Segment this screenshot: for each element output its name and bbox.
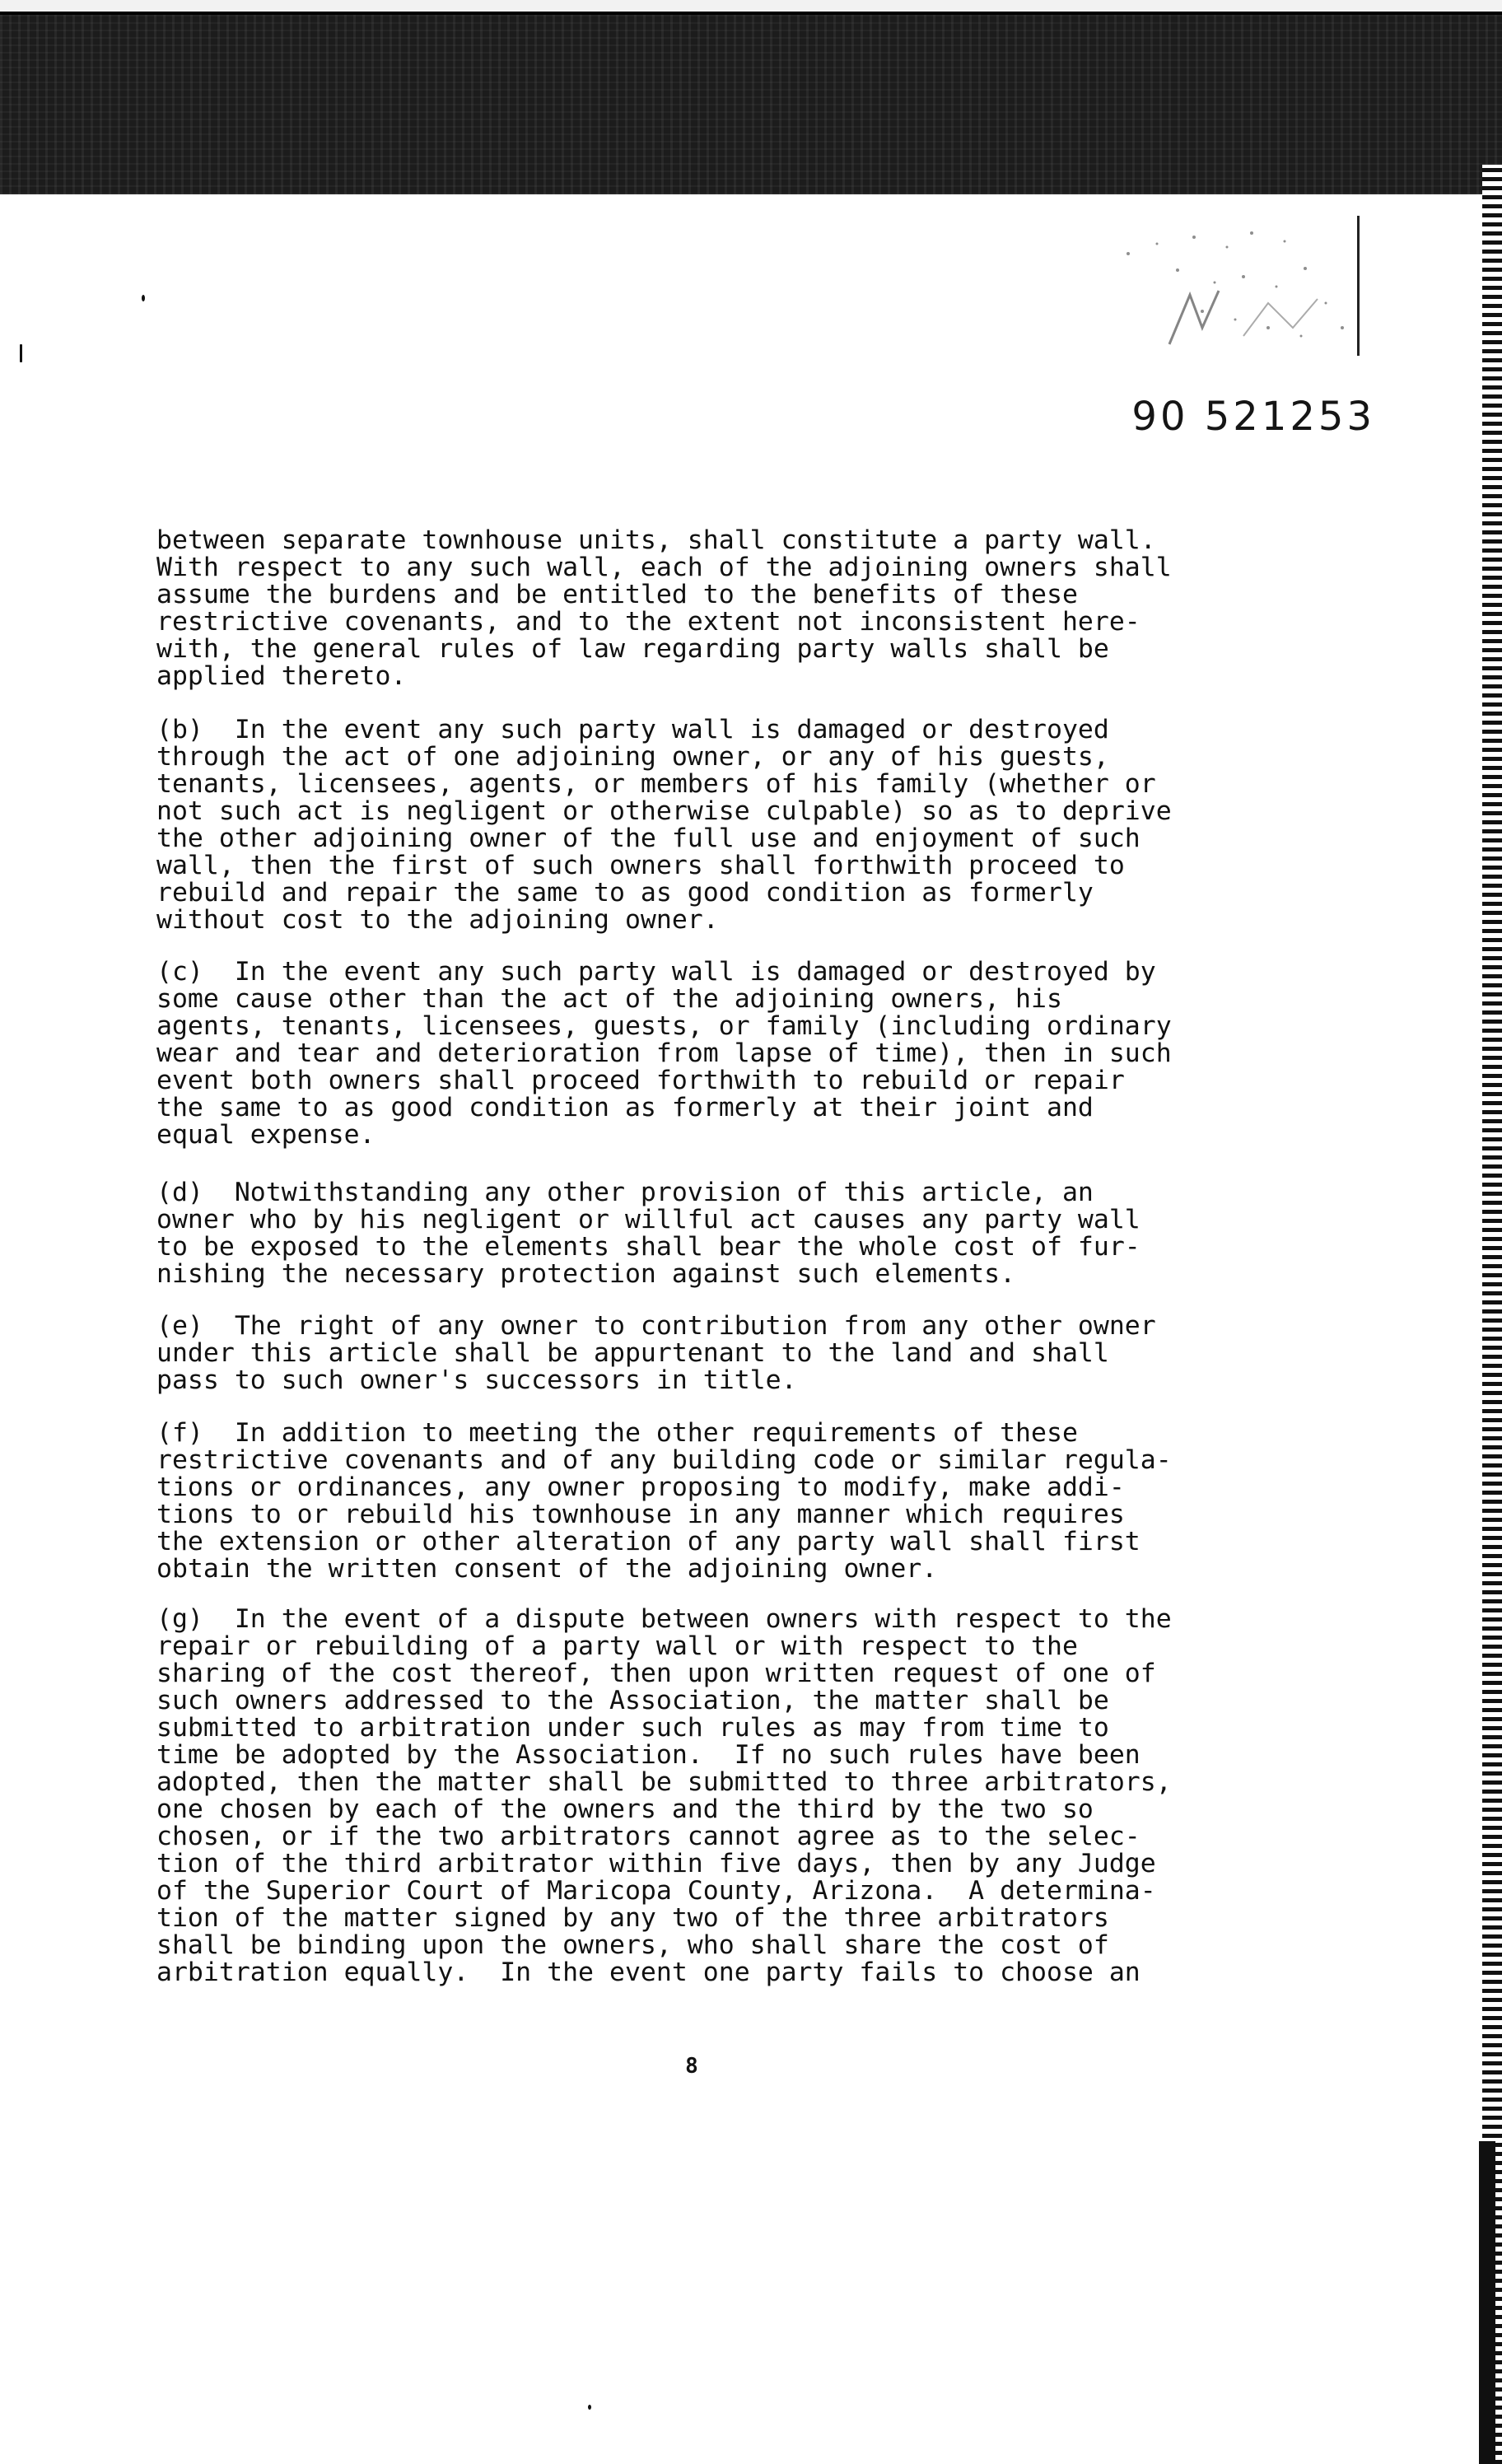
text-line: wear and tear and deterioration from lapse of time), then in such bbox=[156, 1038, 1172, 1068]
text-line: without cost to the adjoining owner. bbox=[156, 905, 719, 935]
paragraph-c bbox=[156, 959, 1326, 1149]
text-line: obtain the written consent of the adjoining owner. bbox=[156, 1554, 938, 1584]
text-line: one chosen by each of the owners and the third by the two so bbox=[156, 1794, 1094, 1824]
scan-edge-top bbox=[0, 0, 1502, 15]
text-line: between separate townhouse units, shall constitute a party wall. bbox=[156, 525, 1156, 555]
paragraph-b bbox=[156, 716, 1326, 934]
recording-stamp-mark bbox=[1079, 204, 1375, 361]
text-line: submitted to arbitration under such rules as may from time to bbox=[156, 1713, 1109, 1743]
scan-border-right bbox=[1482, 165, 1502, 2464]
text-line: adopted, then the matter shall be submitted to three arbitrators, bbox=[156, 1767, 1172, 1797]
text-line: sharing of the cost thereof, then upon written request of one of bbox=[156, 1659, 1156, 1688]
scan-speck bbox=[588, 2405, 591, 2410]
scan-border-top bbox=[0, 0, 1502, 194]
text-line: tions or ordinances, any owner proposing to modify, make addi- bbox=[156, 1472, 1125, 1502]
text-line: (d) Notwithstanding any other provision of this article, an bbox=[156, 1178, 1094, 1207]
text-line: agents, tenants, licensees, guests, or family (including ordinary bbox=[156, 1011, 1172, 1041]
paragraph-a-continued bbox=[156, 527, 1326, 690]
text-line: through the act of one adjoining owner, or any of his guests, bbox=[156, 742, 1109, 772]
text-line: restrictive covenants, and to the extent not inconsistent here- bbox=[156, 607, 1140, 637]
text-line: the other adjoining owner of the full use and enjoyment of such bbox=[156, 824, 1140, 853]
paragraph-f bbox=[156, 1420, 1326, 1583]
text-line: the extension or other alteration of any party wall shall first bbox=[156, 1527, 1140, 1556]
text-line: pass to such owner's successors in title. bbox=[156, 1365, 797, 1395]
text-line: owner who by his negligent or willful act causes any party wall bbox=[156, 1205, 1140, 1234]
text-line: such owners addressed to the Association, the matter shall be bbox=[156, 1686, 1109, 1715]
text-line: With respect to any such wall, each of the adjoining owners shall bbox=[156, 553, 1172, 582]
text-line: under this article shall be appurtenant to the land and shall bbox=[156, 1338, 1109, 1368]
scan-speck bbox=[20, 344, 22, 362]
text-line: equal expense. bbox=[156, 1120, 376, 1150]
page-number: 8 bbox=[685, 2054, 698, 2079]
text-line: time be adopted by the Association. If no such rules have been bbox=[156, 1740, 1140, 1770]
paragraph-g bbox=[156, 1606, 1326, 1986]
text-line: with, the general rules of law regarding party walls shall be bbox=[156, 634, 1109, 664]
text-line: rebuild and repair the same to as good condition as formerly bbox=[156, 878, 1094, 908]
document-number: 90 521253 bbox=[1131, 394, 1375, 440]
text-line: to be exposed to the elements shall bear the whole cost of fur- bbox=[156, 1232, 1140, 1262]
text-line: (b) In the event any such party wall is damaged or destroyed bbox=[156, 715, 1109, 744]
text-line: tenants, licensees, agents, or members of his family (whether or bbox=[156, 769, 1156, 799]
text-line: repair or rebuilding of a party wall or with respect to the bbox=[156, 1631, 1078, 1661]
text-line: event both owners shall proceed forthwith to rebuild or repair bbox=[156, 1066, 1125, 1095]
text-line: restrictive covenants and of any building code or similar regula- bbox=[156, 1445, 1172, 1475]
text-line: arbitration equally. In the event one party fails to choose an bbox=[156, 1958, 1140, 1987]
text-line: tions to or rebuild his townhouse in any manner which requires bbox=[156, 1500, 1125, 1529]
text-line: (c) In the event any such party wall is damaged or destroyed by bbox=[156, 957, 1156, 987]
scan-speck bbox=[142, 295, 145, 301]
paragraph-e bbox=[156, 1313, 1326, 1394]
text-line: shall be binding upon the owners, who shall share the cost of bbox=[156, 1930, 1109, 1960]
text-line: nishing the necessary protection against such elements. bbox=[156, 1259, 1016, 1289]
text-line: assume the burdens and be entitled to the benefits of these bbox=[156, 580, 1078, 609]
text-line: some cause other than the act of the adjoining owners, his bbox=[156, 984, 1062, 1014]
text-line: tion of the matter signed by any two of the three arbitrators bbox=[156, 1903, 1109, 1933]
text-line: (e) The right of any owner to contribution from any other owner bbox=[156, 1311, 1156, 1341]
scan-border-right-dark bbox=[1479, 2141, 1495, 2464]
text-line: not such act is negligent or otherwise culpable) so as to deprive bbox=[156, 796, 1172, 826]
paragraph-d bbox=[156, 1179, 1326, 1288]
stamp-rule bbox=[1357, 216, 1360, 356]
text-line: tion of the third arbitrator within five days, then by any Judge bbox=[156, 1849, 1156, 1878]
text-line: wall, then the first of such owners shall forthwith proceed to bbox=[156, 851, 1125, 880]
text-line: (g) In the event of a dispute between owners with respect to the bbox=[156, 1604, 1172, 1634]
text-line: (f) In addition to meeting the other requirements of these bbox=[156, 1418, 1078, 1448]
text-line: applied thereto. bbox=[156, 661, 407, 691]
text-line: chosen, or if the two arbitrators cannot agree as to the selec- bbox=[156, 1822, 1140, 1851]
text-line: of the Superior Court of Maricopa County, Arizona. A determina- bbox=[156, 1876, 1156, 1906]
text-line: the same to as good condition as formerly at their joint and bbox=[156, 1093, 1094, 1122]
